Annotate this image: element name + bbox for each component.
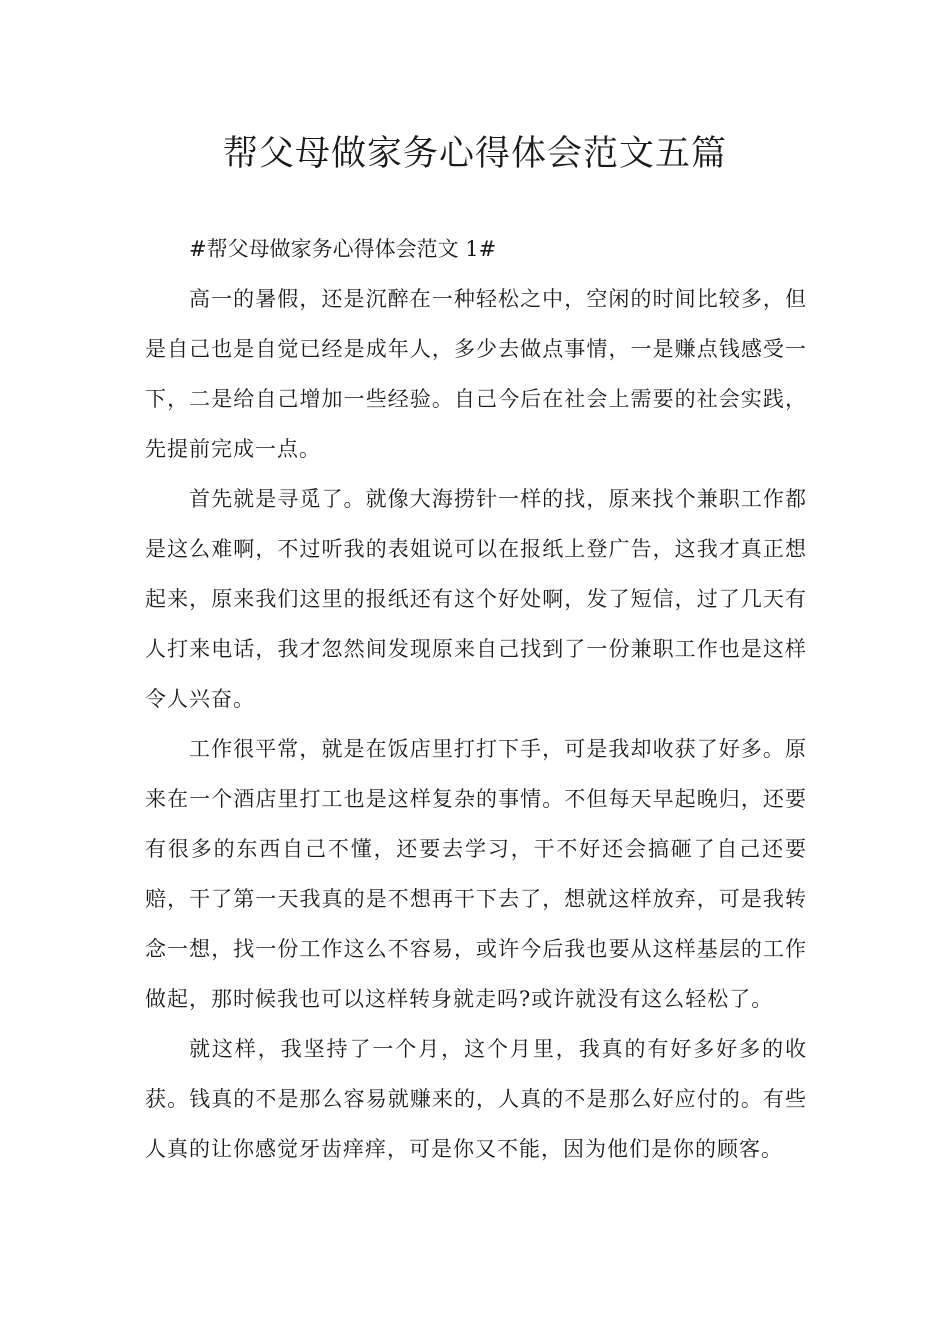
section-heading: #帮父母做家务心得体会范文 1# bbox=[189, 237, 497, 261]
document-body bbox=[145, 224, 807, 1174]
paragraph-2: 首先就是寻觅了。就像大海捞针一样的找，原来找个兼职工作都是这么难啊，不过听我的表姐说可以在报纸上登广告，这我才真正想起来，原来我们这里的报纸还有这个好处啊，发了短信，过了几天有人打来电话，我才忽然间发现原来自己找到了一份兼职工作也是这样令人兴奋。 bbox=[145, 487, 807, 711]
paragraph-3: 工作很平常，就是在饭店里打打下手，可是我却收获了好多。原来在一个酒店里打工也是这样复杂的事情。不但每天早起晚归，还要有很多的东西自己不懂，还要去学习，干不好还会搞砸了自己还要赔，干了第一天我真的是不想再干下去了，想就这样放弃，可是我转念一想，找一份工作这么不容易，或许今后我也要从这样基层的工作做起，那时候我也可以这样转身就走吗?或许就没有这么轻松了。 bbox=[145, 737, 807, 1011]
paragraph-1: 高一的暑假，还是沉醉在一种轻松之中，空闲的时间比较多，但是自己也是自觉已经是成年人，多少去做点事情，一是赚点钱感受一下，二是给自己增加一些经验。自己今后在社会上需要的社会实践，先提前完成一点。 bbox=[145, 287, 807, 461]
document-title: 帮父母做家务心得体会范文五篇 bbox=[222, 134, 727, 174]
paragraph-4: 就这样，我坚持了一个月，这个月里，我真的有好多好多的收获。钱真的不是那么容易就赚来的，人真的不是那么好应付的。有些人真的让你感觉牙齿痒痒，可是你又不能，因为他们是你的顾客。 bbox=[145, 1037, 807, 1161]
